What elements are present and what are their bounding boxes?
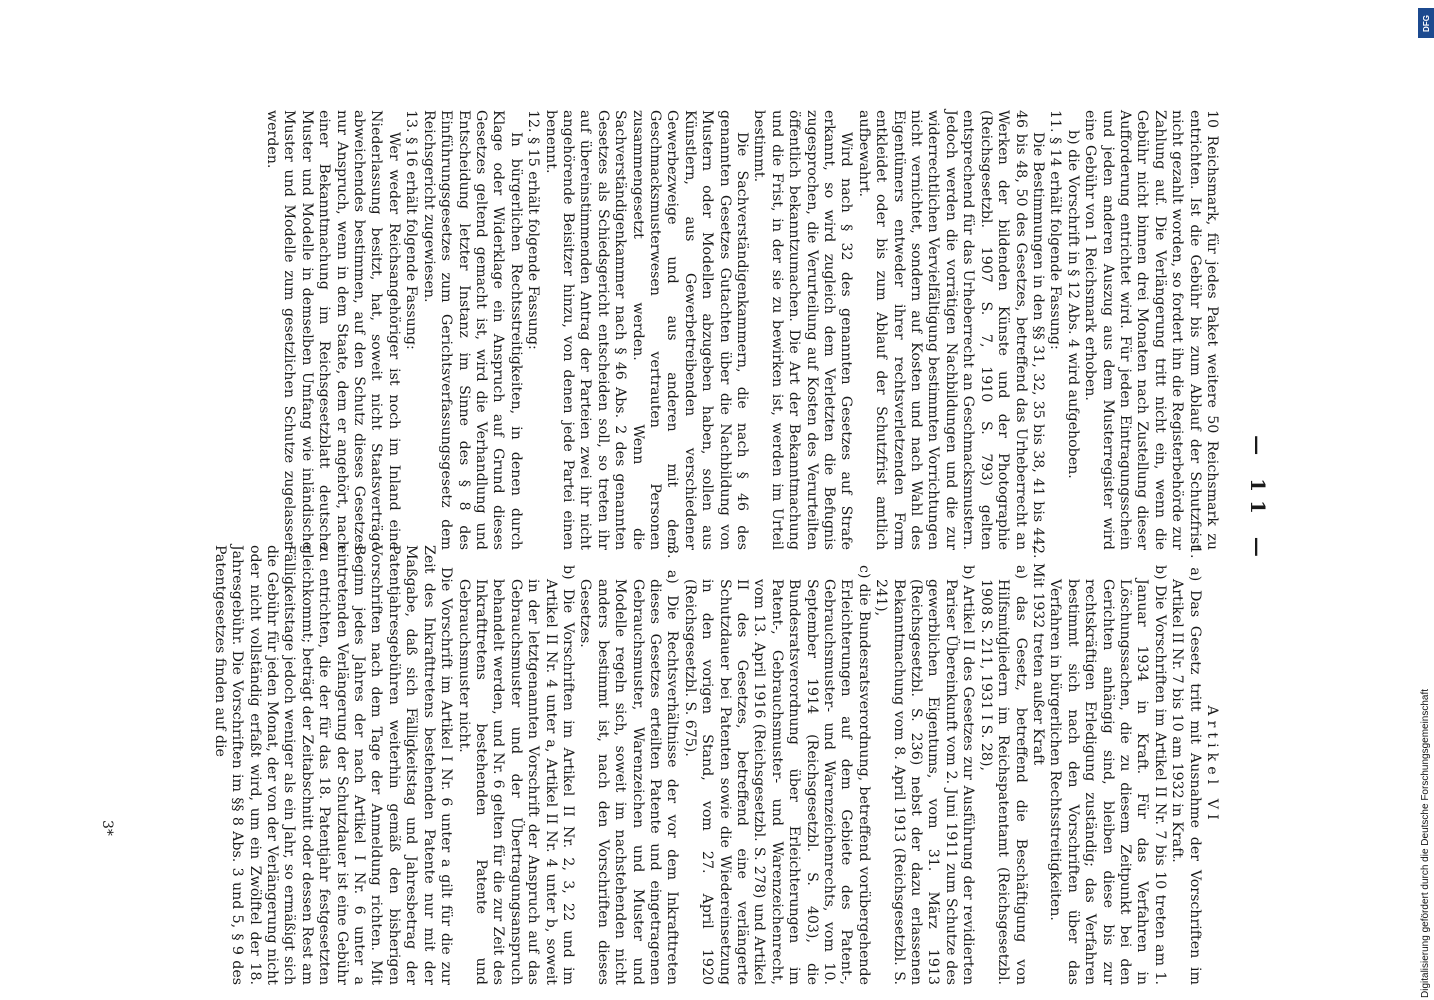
right-paragraph: 2. Mit 1932 treten außer Kraft — [1029, 545, 1046, 766]
right-paragraph: a) das Gesetz, betreffend die Beschäftigung von Hilfsmitgliedern im Reichspatentamt (Reichsgesetzbl. 1908 S. 211, 1931 I S. 28), — [977, 565, 1029, 985]
left-column — [263, 110, 1220, 550]
left-paragraph: Wer weder Reichsangehöriger ist noch im Inland eine Niederlassung besitzt, hat, soweit nicht Staatsverträge abweichendes bestimmen, auf den Schutz dieses Gesetzes nur Anspruch, wenn in dem Staate, dem er angehört, nach einer Bekanntmachung im Reichsgesetzblatt deutsche Muster und Modelle in demselben Umfang wie inländische Muster und Modelle zum gesetzlichen Schutze zugelassen werden. — [264, 110, 402, 550]
rotated-page-content — [99, 0, 1310, 1000]
right-paragraph: Die Vorschrift im Artikel I Nr. 6 unter a gilt für die zur Zeit des Inkrafttretens bestehenden Patente nur mit der Maßgabe, daß sich Fälligkeitstag und Jahresbetrag der Patentjahresgebühren weiterhin gemäß den bisherigen Vorschriften nach dem Tage der Anmeldung richten. Mit Beginn jedes Jahres der nach Artikel I Nr. 6 unter a eintretenden Verlängerung der Schutzdauer ist eine Gebühr zu entrichten, die der für das 18. Patentjahr festgesetzten gleichkommt; beträgt der Zeitabschnitt oder dessen Rest am Fälligkeitstage jedoch weniger als ein Jahr, so ermäßigt sich die Gebühr für jeden Monat, der von der Verlängerung nicht oder nicht vollständig erfaßt wird, um ein Zwölftel der 18. Jahresgebühr. Die Vorschriften im §§ 8 Abs. 3 und 5, § 9 des Patentgesetzes finden auf die — [211, 545, 455, 985]
digitization-note: Digitalisierung gefördert durch die Deutsche Forschungsgemeinschaft — [1420, 688, 1431, 998]
left-paragraph: Wird nach § 32 des genannten Gesetzes auf Strafe erkannt, so wird zugleich dem Verletzten die Befugnis zugesprochen, die Verurteilung auf Kosten des Verurteilten öffentlich bekanntzumachen. Die Art der Bekanntmachung und die Frist, in der sie zu bewirken ist, werden im Urteil bestimmt. — [751, 110, 855, 550]
left-paragraph: b) die Vorschrift in § 12 Abs. 4 wird aufgehoben. — [1064, 130, 1081, 479]
right-paragraph: Artikel VI — [1204, 705, 1220, 825]
left-paragraph: 13. § 16 erhält folgende Fassung: — [403, 110, 420, 350]
right-column — [210, 545, 1220, 985]
right-paragraph: b) Die Vorschriften im Artikel II Nr. 7 bis 10 treten am 1. Januar 1934 in Kraft. Für das Verfahren in Löschungssachen, die zu diesem Zeitpunkt bei den Gerichten anhängig sind, bleiben diese bis zur rechtskräftigen Erledigung zuständig; das Verfahren bestimmt sich nach den Vorschriften über das Verfahren in bürgerlichen Rechtsstreitigkeiten. — [1047, 565, 1168, 985]
left-paragraph: 12. § 15 erhält folgende Fassung: — [525, 110, 542, 350]
dfg-logo: DFG — [1418, 8, 1434, 38]
right-paragraph: 1. a) Das Gesetz tritt mit Ausnahme der Vorschriften im Artikel II Nr. 7 bis 10 am 1932 in Kraft. — [1169, 545, 1203, 985]
page-number: — 11 — — [1246, 435, 1270, 565]
right-paragraph: 3. a) Die Rechtsverhältnisse der vor dem Inkrafttreten dieses Gesetzes erteilten Patente und eingetragenen Gebrauchsmuster, Warenzeichen und Muster und Modelle regeln sich, soweit im nachstehenden nicht anders bestimmt ist, nach den Vorschriften dieses Gesetzes. — [577, 545, 681, 985]
right-paragraph: b) Artikel II des Gesetzes zur Ausführung der revidierten Pariser Übereinkunft vom 2. Juni 1911 zum Schutze des gewerblichen Eigentums, vom 31. März 1913 (Reichsgesetzbl. S. 236) nebst der dazu erlassenen Bekanntmachung vom 8. April 1913 (Reichsgesetzbl. S. 241), — [873, 565, 977, 985]
footer-mark: 3* — [99, 820, 115, 836]
left-paragraph: Die Bestimmungen in den §§ 31, 32, 35 bis 38, 41 bis 44, 46 bis 48, 50 des Gesetzes, betreffend das Urheberrecht an Werken der bildenden Künste und der Photographie (Reichsgesetzbl. 1907 S. 7, 1910 S. 793) gelten entsprechend für das Urheberrecht an Geschmacksmustern. Jedoch werden die vorrätigen Nachbildungen und die zur widerrechtlichen Vervielfältigung bestimmten Vorrichtungen nicht vernichtet, sondern auf Kosten und nach Wahl des Eigentümers entweder ihrer rechtsverletzenden Form entkleidet oder bis zum Ablauf der Schutzfrist amtlich aufbewahrt. — [855, 110, 1046, 550]
right-paragraph: c) die Bundesratsverordnung, betreffend vorübergehende Erleichterungen auf dem Gebiete des Patent-, Gebrauchsmuster- und Warenzeichenrechts, vom 10. September 1914 (Reichsgesetzbl. S. 403), die Bundesratsverordnung über Erleichterungen im Patent-, Gebrauchsmuster- und Warenzeichenrecht, vom 13. April 1916 (Reichsgesetzbl. S. 278) und Artikel II des Gesetzes, betreffend eine verlängerte Schutzdauer bei Patenten sowie die Wiedereinsetzung in den vorigen Stand, vom 27. April 1920 (Reichsgesetzbl. S. 675). — [681, 565, 872, 985]
left-paragraph: 10 Reichsmark, für jedes Paket weitere 50 Reichsmark zu entrichten. Ist die Gebühr bis zum Ablauf der Schutzfrist nicht gezahlt worden, so fordert ihn die Registerbehörde zur Zahlung auf. Die Verlängerung tritt nicht ein, wenn die Gebühr nicht binnen drei Monaten nach Zustellung dieser Aufforderung entrichtet wird. Für jeden Eintragungsschein und jeden anderen Auszug aus dem Musterregister wird eine Gebühr von 1 Reichsmark erhoben. — [1082, 110, 1220, 550]
left-paragraph: In bürgerlichen Rechtsstreitigkeiten, in denen durch Klage oder Widerklage ein Anspruch auf Grund dieses Gesetzes geltend gemacht ist, wird die Verhandlung und Entscheidung letzter Instanz im Sinne des § 8 des Einführungsgesetzes zum Gerichtsverfassungsgesetz dem Reichsgericht zugewiesen. — [420, 110, 524, 550]
left-paragraph: Die Sachverständigenkammern, die nach § 46 des genannten Gesetzes Gutachten über die Nachbildung von Mustern oder Modellen abzugeben haben, sollen aus Künstlern, aus Gewerbetreibenden verschiedener Gewerbezweige und aus anderen mit dem Geschmacksmusterwesen vertrauten Personen zusammengesetzt werden. Wenn die Sachverständigenkammer nach § 46 Abs. 2 des genannten Gesetzes als Schiedsgericht entscheiden soll, so treten ihr auf übereinstimmenden Antrag der Parteien zwei ihr nicht angehörende Beisitzer hinzu, von denen jede Partei einen benennt. — [542, 110, 751, 550]
left-paragraph: 11. § 14 erhält folgende Fassung: — [1047, 110, 1064, 350]
right-paragraph: b) Die Vorschriften im Artikel II Nr. 2, 3, 22 und im Artikel II Nr. 4 unter a, Artikel II Nr. 4 unter b, soweit in der letztgenannten Vorschrift der Anspruch auf das Gebrauchsmuster und der Übertragungsanspruch behandelt werden, und Nr. 6 gelten für die zur Zeit des Inkrafttretens bestehenden Patente und Gebrauchsmuster nicht. — [455, 565, 576, 985]
